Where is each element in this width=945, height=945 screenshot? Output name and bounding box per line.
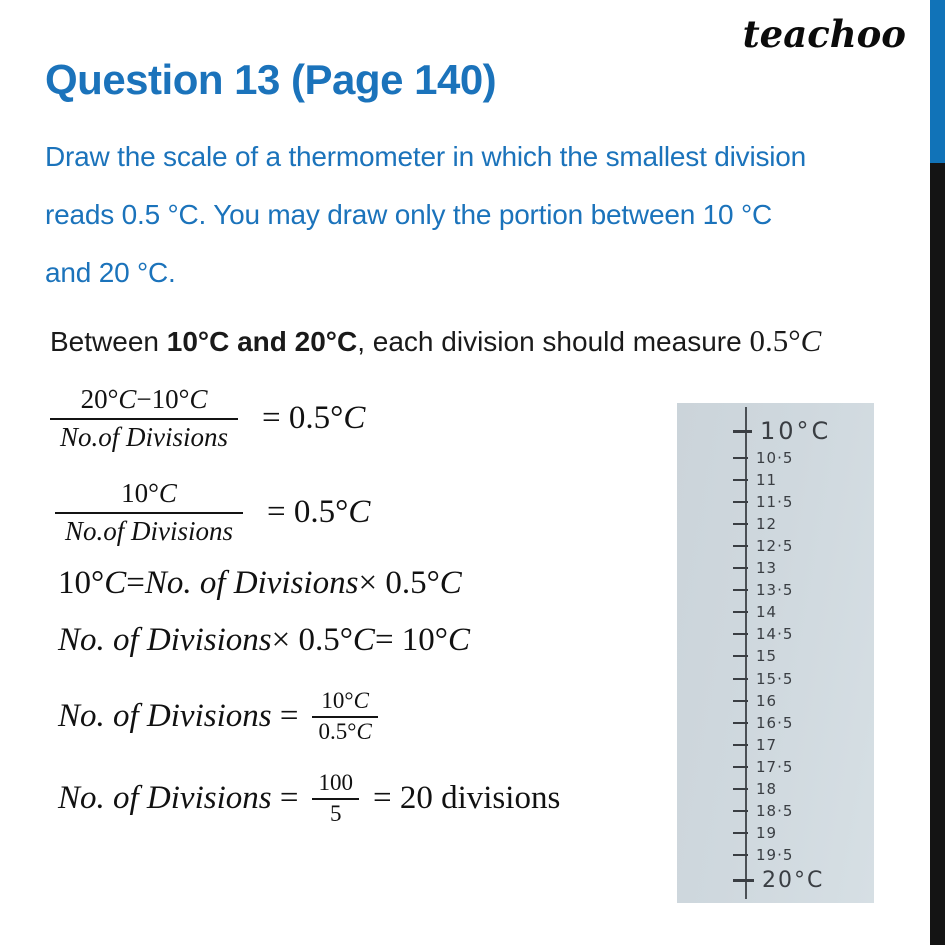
tick-row — [733, 449, 872, 467]
tick-label: 17·5 — [756, 757, 794, 776]
tick-row — [733, 625, 872, 643]
fraction-denominator: No.of Divisions — [55, 512, 243, 547]
tick-label: 18·5 — [756, 801, 794, 820]
tick-label: 11 — [756, 471, 778, 490]
tick-row — [733, 417, 872, 445]
question-line: reads 0.5 °C. You may draw only the portion between 10 °C — [45, 199, 772, 230]
tick-row — [733, 780, 872, 798]
intro-text-bold: 10°C and 20°C — [166, 326, 358, 357]
equation-4: No. of Divisions × 0.5° C = 10° C — [58, 622, 471, 658]
tick-row — [733, 868, 872, 893]
tick-mark — [733, 744, 748, 746]
tick-label: 16·5 — [756, 713, 794, 732]
tick-mark — [733, 810, 748, 812]
fraction — [55, 478, 243, 547]
tick-row — [733, 515, 872, 533]
tick-label: 10°C — [760, 417, 832, 445]
tick-mark — [733, 457, 748, 459]
intro-math-value: 0.5°C — [749, 323, 822, 358]
equation-rhs: = 20 divisions — [372, 780, 561, 816]
fraction — [312, 688, 377, 745]
equation-5 — [58, 688, 378, 745]
tick-row — [733, 824, 872, 842]
tick-mark — [733, 854, 748, 856]
fraction — [312, 770, 359, 827]
tick-row — [733, 846, 872, 864]
tick-row — [733, 559, 872, 577]
fraction-numerator: 10°C — [321, 688, 369, 713]
tick-label: 12 — [756, 515, 778, 534]
tick-row — [733, 692, 872, 710]
tick-mark — [733, 523, 748, 525]
intro-text-mid: , each division should measure — [357, 326, 750, 357]
tick-mark — [733, 655, 748, 657]
tick-mark — [733, 545, 748, 547]
tick-label: 12·5 — [756, 537, 794, 556]
tick-label: 19·5 — [756, 845, 794, 864]
equation-lhs: No. of Divisions = — [58, 698, 299, 734]
tick-label: 13 — [756, 559, 778, 578]
tick-label: 10·5 — [756, 449, 794, 468]
tick-row — [733, 736, 872, 754]
tick-mark — [733, 430, 752, 433]
tick-mark — [733, 678, 748, 680]
tick-mark — [733, 479, 748, 481]
tick-row — [733, 647, 872, 665]
tick-row — [733, 670, 872, 688]
fraction-denominator: 5 — [312, 798, 359, 827]
tick-label: 16 — [756, 691, 778, 710]
equation-3: 10° C = No. of Divisions × 0.5° C — [58, 565, 462, 601]
tick-label: 18 — [756, 779, 778, 798]
fraction-denominator: 0.5°C — [312, 716, 377, 745]
page-title: Question 13 (Page 140) — [45, 56, 497, 103]
tick-mark — [733, 766, 748, 768]
tick-row — [733, 714, 872, 732]
equation-rhs: = 0.5°C — [267, 494, 371, 530]
thermometer-scale — [733, 417, 872, 893]
tick-mark — [733, 633, 748, 635]
tick-mark — [733, 722, 748, 724]
tick-label: 15 — [756, 647, 778, 666]
tick-row — [733, 603, 872, 621]
tick-label: 11·5 — [756, 493, 794, 512]
teachoo-logo: teachoo — [742, 12, 906, 56]
solution-intro — [50, 323, 821, 359]
equation-rhs: = 0.5°C — [262, 400, 366, 436]
accent-bar-black — [930, 163, 945, 945]
equation-1 — [50, 384, 365, 453]
tick-row — [733, 537, 872, 555]
tick-label: 20°C — [762, 867, 825, 893]
accent-bar-blue — [930, 0, 945, 163]
tick-row — [733, 758, 872, 776]
tick-label: 14·5 — [756, 625, 794, 644]
intro-text-pre: Between — [50, 326, 167, 357]
tick-mark — [733, 700, 748, 702]
question-line: and 20 °C. — [45, 257, 176, 288]
equation-6 — [58, 770, 560, 827]
tick-mark — [733, 567, 748, 569]
fraction-numerator: 20°C−10°C — [80, 384, 208, 414]
tick-mark — [733, 879, 754, 882]
tick-row — [733, 802, 872, 820]
fraction-numerator: 10°C — [121, 478, 177, 508]
tick-label: 14 — [756, 603, 778, 622]
tick-mark — [733, 501, 748, 503]
fraction-numerator: 100 — [318, 770, 353, 795]
fraction — [50, 384, 238, 453]
thermometer-photo — [677, 403, 874, 903]
tick-row — [733, 471, 872, 489]
tick-label: 17 — [756, 735, 778, 754]
tick-label: 15·5 — [756, 669, 794, 688]
equation-lhs: No. of Divisions = — [58, 780, 299, 816]
tick-mark — [733, 788, 748, 790]
equation-2 — [55, 478, 370, 547]
question-text — [45, 128, 875, 302]
tick-label: 19 — [756, 823, 778, 842]
tick-row — [733, 581, 872, 599]
tick-mark — [733, 611, 748, 613]
tick-row — [733, 493, 872, 511]
tick-label: 13·5 — [756, 581, 794, 600]
tick-mark — [733, 589, 748, 591]
tick-mark — [733, 832, 748, 834]
question-line: Draw the scale of a thermometer in which the smallest division — [45, 141, 807, 172]
fraction-denominator: No.of Divisions — [50, 418, 238, 453]
